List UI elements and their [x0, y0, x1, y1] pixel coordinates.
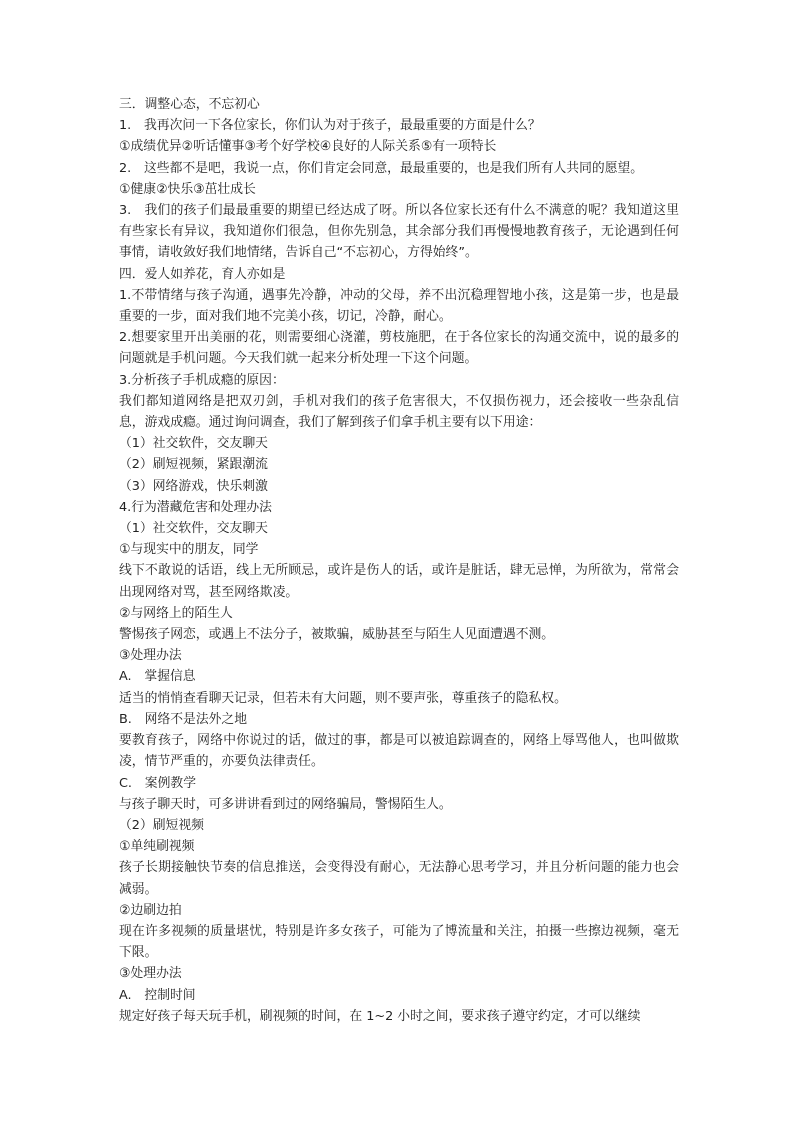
paragraph: 1.不带情绪与孩子沟通，遇事先冷静，冲动的父母，养不出沉稳理智地小孩，这是第一步，也是最重要的一步，面对我们地不完美小孩，切记，冷静，耐心。 [119, 287, 679, 325]
document-page [119, 94, 679, 1027]
paragraph: ①成绩优异②听话懂事③考个好学校④良好的人际关系⑤有一项特长 [119, 139, 497, 155]
paragraph: 1. 我再次问一下各位家长，你们认为对于孩子，最最重要的方面是什么？ [119, 118, 541, 134]
paragraph: ①健康②快乐③茁壮成长 [119, 181, 256, 197]
list-item: A. 掌握信息 [119, 669, 196, 685]
list-item: （3）网络游戏，快乐刺激 [119, 478, 268, 494]
section-heading-4: 四．爱人如养花，育人亦如是 [119, 266, 286, 282]
paragraph: 线下不敢说的话语，线上无所顾忌，或许是伤人的话，或许是脏话，肆无忌惮，为所欲为，常常会出现网络对骂，甚至网络欺凌。 [119, 563, 679, 600]
paragraph: 适当的悄悄查看聊天记录，但若未有大问题，则不要声张，尊重孩子的隐私权。 [119, 690, 567, 706]
list-item: A. 控制时间 [119, 987, 196, 1003]
paragraph: 4.行为潜藏危害和处理办法 [119, 499, 272, 515]
list-item: （2）刷短视频，紧跟潮流 [119, 457, 268, 473]
list-item: （1）社交软件，交友聊天 [119, 521, 268, 537]
paragraph: 与孩子聊天时，可多讲讲看到过的网络骗局，警惕陌生人。 [119, 796, 452, 812]
paragraph: 现在许多视频的质量堪忧，特别是许多女孩子，可能为了博流量和关注，拍摄一些擦边视频，毫无下限。 [119, 923, 679, 961]
list-item: （2）刷短视频 [119, 817, 204, 833]
list-item: ②与网络上的陌生人 [119, 605, 233, 621]
paragraph: 我们都知道网络是把双刃剑，手机对我们的孩子危害很大，不仅损伤视力，还会接收一些杂乱信息，游戏成瘾。通过询问调查，我们了解到孩子们拿手机主要有以下用途： [119, 393, 679, 431]
paragraph: 2.想要家里开出美丽的花，则需要细心浇灌，剪枝施肥，在于各位家长的沟通交流中，说的最多的问题就是手机问题。今天我们就一起来分析处理一下这个问题。 [119, 330, 679, 367]
list-item: C. 案例教学 [119, 775, 196, 791]
paragraph: 要教育孩子，网络中你说过的话，做过的事，都是可以被追踪调查的，网络上辱骂他人，也叫做欺凌，情节严重的，亦要负法律责任。 [119, 733, 679, 770]
paragraph: 警惕孩子网恋，或遇上不法分子，被欺骗，威胁甚至与陌生人见面遭遇不测。 [119, 627, 555, 643]
list-item: ②边刷边拍 [119, 902, 182, 918]
paragraph: 孩子长期接触快节奏的信息推送，会变得没有耐心，无法静心思考学习，并且分析问题的能力也会减弱。 [119, 860, 679, 897]
paragraph: 2. 这些都不是吧，我说一点，你们肯定会同意，最最重要的，也是我们所有人共同的愿望。 [119, 160, 644, 176]
paragraph: 规定好孩子每天玩手机，刷视频的时间，在 1~2 小时之间，要求孩子遵守约定，才可以继续 [119, 1008, 641, 1024]
paragraph: 3.分析孩子手机成瘾的原因： [119, 372, 285, 388]
list-item: B. 网络不是法外之地 [119, 711, 248, 727]
list-item: ③处理办法 [119, 648, 182, 664]
list-item: ③处理办法 [119, 966, 182, 982]
paragraph: 3. 我们的孩子们最最重要的期望已经达成了呀。所以各位家长还有什么不满意的呢？我知道这里有些家长有异议，我知道你们很急，但你先别急，其余部分我们再慢慢地教育孩子，无论遇到任何事情，请收敛好我们地情绪，告诉自己“不忘初心，方得始终”。 [119, 203, 679, 261]
list-item: ①与现实中的朋友，同学 [119, 542, 259, 558]
list-item: （1）社交软件，交友聊天 [119, 436, 268, 452]
list-item: ①单纯刷视频 [119, 839, 195, 855]
section-heading-3: 三．调整心态，不忘初心 [119, 97, 260, 112]
